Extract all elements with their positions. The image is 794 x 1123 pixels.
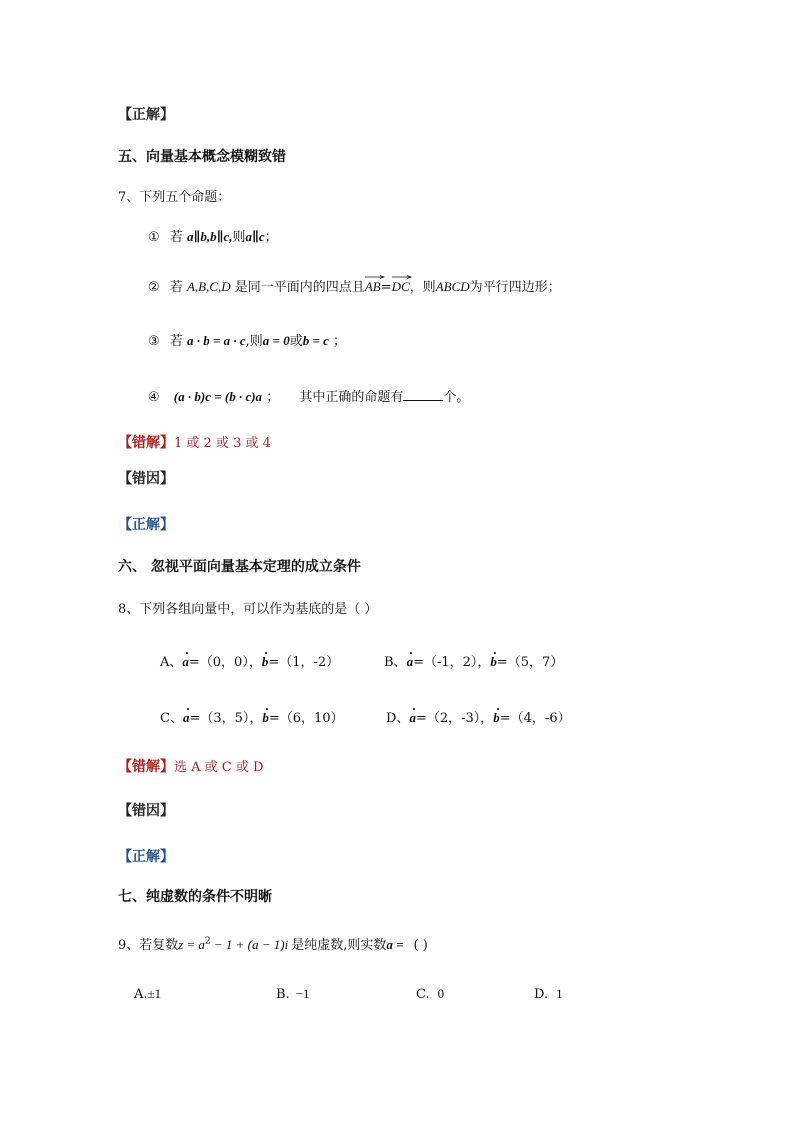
formula-part-b: − 1 + (a − 1)i bbox=[210, 937, 289, 952]
proposition-2 bbox=[148, 276, 561, 295]
vector-ab-text: AB bbox=[364, 279, 381, 294]
choice-value: ±1 bbox=[147, 986, 162, 1001]
choice-letter: A. bbox=[134, 987, 148, 1002]
vector-b-value: =（1，-2） bbox=[268, 655, 340, 670]
prop-1-result: a∥c bbox=[245, 229, 265, 244]
option-letter: C、 bbox=[160, 711, 183, 726]
section-7-heading: 七、纯虚数的条件不明晰 bbox=[118, 889, 272, 905]
vector-b: b bbox=[490, 654, 497, 669]
choice-letter: C. bbox=[416, 987, 430, 1002]
formula-part-a: = a bbox=[186, 937, 205, 952]
prop-4-expression: (a · b)c = (b · c)a bbox=[173, 389, 263, 404]
proposition-3 bbox=[148, 330, 346, 349]
vector-arrow-icon bbox=[392, 275, 412, 279]
cuoyin-label-8: 【错因】 bbox=[118, 803, 174, 819]
cuojie-label: 【错解】 bbox=[118, 435, 174, 451]
question-9-mid: 是纯虚数,则实数 bbox=[291, 938, 387, 953]
prop-2-abcd: ABCD bbox=[435, 279, 470, 294]
prop-4-end: ； bbox=[266, 390, 280, 405]
option-letter: A、 bbox=[160, 655, 183, 670]
vector-b: b bbox=[261, 654, 269, 669]
prop-3-end: ； bbox=[333, 334, 347, 349]
var-a: a = bbox=[386, 937, 404, 952]
prop-3-ze: ,则 bbox=[245, 334, 263, 349]
wrong-answer-7-text: 1 或 2 或 3 或 4 bbox=[174, 436, 271, 451]
wrong-answer-7 bbox=[118, 432, 271, 452]
question-7: 7、下列五个命题： bbox=[118, 190, 231, 205]
prop-2-text2: 是同一平面内的四点且 bbox=[234, 280, 365, 295]
prop-2-eq: = bbox=[380, 280, 392, 295]
choice-value: −1 bbox=[295, 986, 310, 1001]
question-9-prefix: 9、若复数 bbox=[118, 938, 179, 953]
proposition-1 bbox=[148, 226, 278, 245]
wrong-answer-8-text: 选 A 或 C 或 D bbox=[174, 760, 264, 775]
vector-b-value: =（5，7） bbox=[496, 655, 564, 670]
zhengjie-label-8: 【正解】 bbox=[118, 849, 174, 865]
section-6-heading: 六、 忽视平面向量基本定理的成立条件 bbox=[118, 559, 361, 575]
vector-a-value: =（-1，2）， bbox=[413, 655, 491, 670]
choice-value: 1 bbox=[556, 986, 563, 1001]
vector-a: a bbox=[182, 710, 190, 725]
zhengjie-label-top: 【正解】 bbox=[118, 107, 174, 123]
option-8-C[interactable] bbox=[160, 707, 344, 726]
option-letter: D、 bbox=[386, 711, 410, 726]
choice-9-D[interactable] bbox=[534, 986, 563, 1002]
vector-b-value: =（6，10） bbox=[268, 711, 344, 726]
option-8-B[interactable] bbox=[384, 651, 563, 670]
vector-a-value: =（3，5）， bbox=[189, 711, 263, 726]
choice-9-C[interactable] bbox=[416, 986, 444, 1002]
vector-a-value: =（2，-3）， bbox=[415, 711, 494, 726]
vector-a-value: =（0，0）， bbox=[188, 655, 262, 670]
wrong-answer-8 bbox=[118, 756, 263, 776]
prop-3-condition: a · b = a · c bbox=[186, 333, 246, 348]
choice-letter: B. bbox=[276, 987, 290, 1002]
prop-2-text1: 若 bbox=[169, 280, 183, 295]
choice-9-B[interactable] bbox=[276, 986, 310, 1002]
vector-arrow-icon bbox=[365, 275, 385, 279]
prop-2-num: ② bbox=[148, 280, 160, 295]
vector-b-value: =（4，-6） bbox=[499, 711, 571, 726]
choice-9-A[interactable] bbox=[134, 986, 161, 1002]
option-letter: B、 bbox=[384, 655, 407, 670]
prop-3-result-2: b = c bbox=[302, 333, 329, 348]
answer-paren: ( ) bbox=[413, 938, 428, 953]
prop-1-num: ① bbox=[148, 230, 160, 245]
option-8-A[interactable] bbox=[160, 651, 339, 670]
prop-1-condition: a∥b,b∥c, bbox=[186, 229, 233, 244]
cuoyin-label-7: 【错因】 bbox=[118, 471, 174, 487]
var-z: z bbox=[178, 937, 184, 952]
vector-b: b bbox=[493, 710, 500, 725]
prop-2-text4: 为平行四边形； bbox=[469, 280, 561, 295]
prop-3-result-1: a = 0 bbox=[262, 333, 290, 348]
answer-blank[interactable] bbox=[403, 388, 443, 401]
vector-dc-text: DC bbox=[391, 279, 410, 294]
prop-2-text3: ，则 bbox=[409, 280, 436, 295]
prop-1-end: ； bbox=[264, 230, 278, 245]
vector-a: a bbox=[406, 654, 414, 669]
prop-3-huo: 或 bbox=[289, 334, 303, 349]
vector-a: a bbox=[409, 710, 416, 725]
vector-b: b bbox=[262, 710, 269, 725]
prop-1-ze: 则 bbox=[232, 230, 246, 245]
choice-letter: D. bbox=[534, 987, 549, 1002]
zhengjie-label-7: 【正解】 bbox=[118, 517, 174, 533]
prop-4-question: 其中正确的命题有 bbox=[299, 390, 404, 405]
choice-value: 0 bbox=[437, 986, 445, 1001]
question-8: 8、下列各组向量中，可以作为基底的是（ ） bbox=[118, 602, 378, 617]
vector-dc bbox=[392, 279, 410, 295]
prop-3-ruo: 若 bbox=[169, 334, 183, 349]
prop-2-points: A,B,C,D bbox=[186, 279, 231, 294]
vector-ab bbox=[365, 279, 381, 295]
cuojie-label: 【错解】 bbox=[118, 759, 174, 775]
prop-3-num: ③ bbox=[148, 334, 160, 349]
prop-1-ruo: 若 bbox=[169, 230, 183, 245]
prop-4-num: ④ bbox=[148, 390, 160, 405]
vector-a: a bbox=[182, 654, 189, 669]
prop-4-tail: 个。 bbox=[443, 390, 470, 405]
section-5-heading: 五、向量基本概念模糊致错 bbox=[118, 149, 286, 165]
formula-exponent: 2 bbox=[204, 936, 211, 947]
option-8-D[interactable] bbox=[386, 707, 571, 726]
question-9 bbox=[118, 934, 428, 953]
proposition-4 bbox=[148, 386, 469, 405]
